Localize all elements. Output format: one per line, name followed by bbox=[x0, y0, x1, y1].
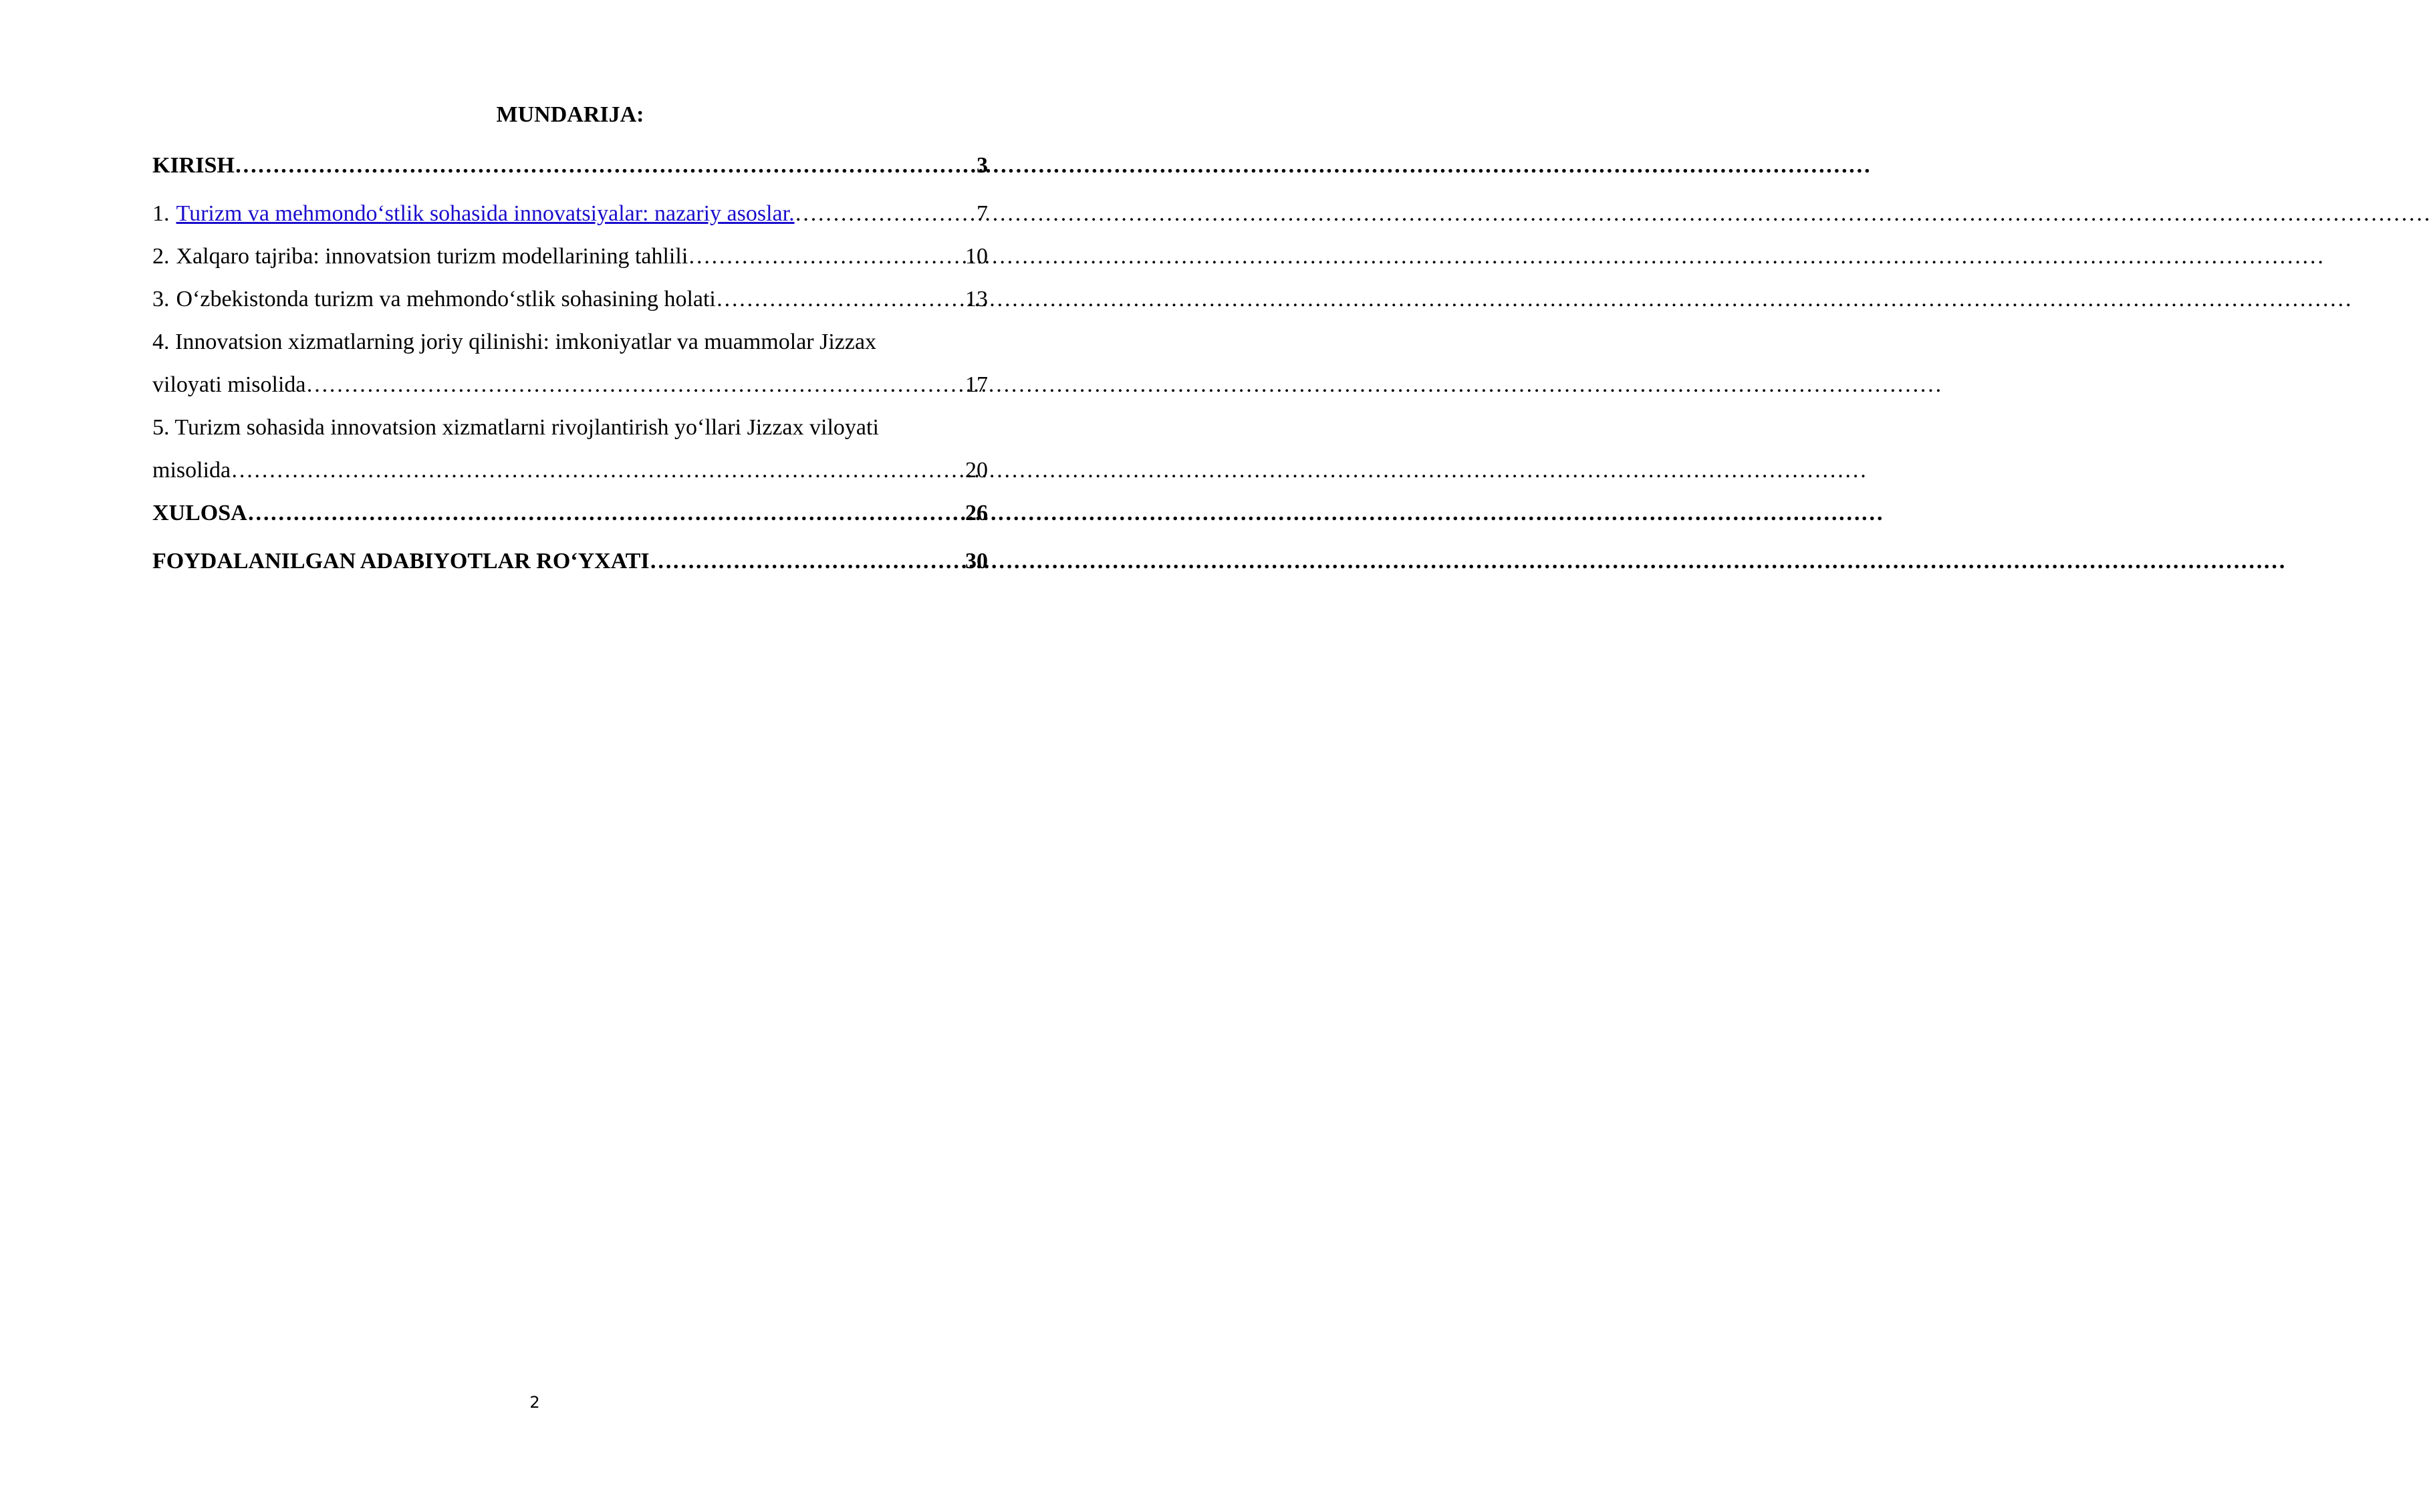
toc-entry-intro[interactable] bbox=[152, 144, 988, 187]
toc-entry-number: 2. bbox=[152, 244, 170, 269]
table-of-contents bbox=[152, 99, 988, 588]
toc-leader-dots bbox=[688, 235, 965, 278]
toc-entry-number: 4. bbox=[152, 330, 170, 354]
toc-entry-number: 1. bbox=[152, 201, 170, 226]
toc-leader-dots bbox=[716, 278, 965, 321]
toc-entry-title: Xalqaro tajriba: innovatsion turizm modellarining tahlili bbox=[176, 244, 688, 269]
toc-entry-number: 5. bbox=[152, 415, 170, 440]
toc-entry-conclusion[interactable] bbox=[152, 492, 988, 535]
toc-entry-title-continued: viloyati misolida bbox=[152, 372, 306, 397]
toc-leader-dots bbox=[247, 492, 965, 535]
toc-entry-link[interactable]: Turizm va mehmondo‘stlik sohasida innovatsiyalar: nazariy asoslar. bbox=[176, 201, 795, 226]
toc-entry-title: KIRISH bbox=[152, 153, 235, 178]
toc-entry-title: XULOSA bbox=[152, 501, 247, 525]
toc-leader-dots bbox=[231, 449, 965, 492]
toc-entry-chapter-3[interactable] bbox=[152, 278, 988, 321]
toc-entry-chapter-1 bbox=[152, 193, 988, 235]
toc-entry-chapter-5[interactable] bbox=[152, 406, 988, 492]
toc-entry-number: 3. bbox=[152, 287, 170, 311]
toc-page-number: 7 bbox=[977, 201, 988, 226]
toc-entry-title-continued: misolida bbox=[152, 458, 231, 483]
toc-entry-chapter-4[interactable] bbox=[152, 321, 988, 406]
toc-page-number: 17 bbox=[965, 372, 988, 397]
toc-entry-title: Turizm sohasida innovatsion xizmatlarni rivojlantirish yo‘llari Jizzax viloyati bbox=[174, 415, 879, 440]
toc-page-number: 26 bbox=[965, 501, 988, 525]
toc-page-number: 10 bbox=[965, 244, 988, 269]
toc-leader-dots bbox=[305, 364, 965, 406]
toc-entry-references[interactable] bbox=[152, 540, 988, 583]
toc-page-number: 13 bbox=[965, 287, 988, 311]
toc-page-number: 3 bbox=[977, 153, 988, 178]
document-page bbox=[0, 0, 1069, 1512]
toc-leader-dots bbox=[235, 144, 977, 187]
toc-page-number: 20 bbox=[965, 458, 988, 483]
toc-entry-title: Innovatsion xizmatlarning joriy qilinishi: imkoniyatlar va muammolar Jizzax bbox=[175, 330, 877, 354]
toc-entry-chapter-2[interactable] bbox=[152, 235, 988, 278]
toc-entry-title: FOYDALANILGAN ADABIYOTLAR RO‘YXATI bbox=[152, 549, 650, 574]
toc-page-number: 30 bbox=[965, 549, 988, 574]
toc-entry-title: O‘zbekistonda turizm va mehmondo‘stlik sohasining holati bbox=[176, 287, 716, 311]
toc-leader-dots bbox=[650, 540, 965, 583]
toc-heading: MUNDARIJA: bbox=[496, 102, 644, 127]
page-number-footer: 2 bbox=[529, 1393, 540, 1412]
toc-leader-dots bbox=[795, 193, 977, 235]
